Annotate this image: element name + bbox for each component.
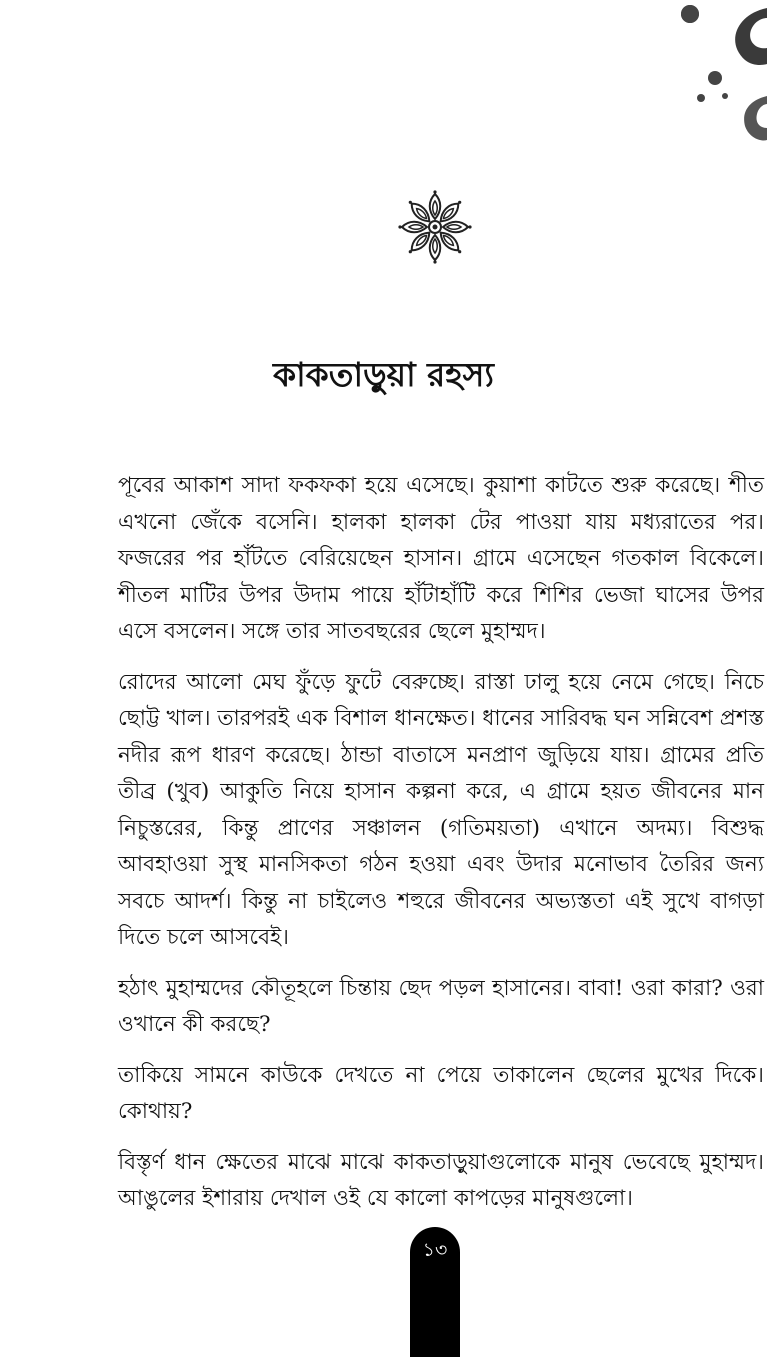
paragraph-5: বিস্তৃর্ণ ধান ক্ষেতের মাঝে মাঝে কাকতাড়ুয়াগুলোকে মানুষ ভেবেছে মুহাম্মদ। আঙুলের ইশারায় দেখাল ওই যে কালো কাপড়ের মানুষগুলো। xyxy=(118,1149,764,1211)
paragraph-4: তাকিয়ে সামনে কাউকে দেখতে না পেয়ে তাকালেন ছেলের মুখের দিকে। কোথায়? xyxy=(118,1062,764,1124)
page-number: ১৩ xyxy=(422,1239,448,1261)
paragraph-2: রোদের আলো মেঘ ফুঁড়ে ফুটে বেরুচ্ছে। রাস্তা ঢালু হয়ে নেমে গেছে। নিচে ছোট্ট খাল। তারপরই এক বিশাল ধানক্ষেত। ধানের সারিবদ্ধ ঘন সন্নিবেশ প্রশস্ত নদীর রূপ ধারণ করেছে। ঠান্ডা বাতাসে মনপ্রাণ জুড়িয়ে যায়। গ্রামের প্রতি তীব্র (খুব) আকুতি নিয়ে হাসান কল্পনা করে, এ গ্রামে হয়ত জীবনের মান নিচুস্তরের, কিন্তু প্রাণের সঞ্চালন (গতিময়তা) এখানে অদম্য। বিশুদ্ধ আবহাওয়া সুস্থ মানসিকতা গঠন হওয়া এবং উদার মনোভাব তৈরির জন্য সবচে আদর্শ। কিন্তু না চাইলেও শহুরে জীবনের অভ্যস্ততা এই সুখে বাগড়া দিতে চলে আসবেই। xyxy=(118,669,764,950)
paragraph-1: পূবের আকাশ সাদা ফকফকা হয়ে এসেছে। কুয়াশা কাটতে শুরু করেছে। শীত এখনো জেঁকে বসেনি। হালকা হালকা টের পাওয়া যায় মধ্যরাতের পর। ফজরের পর হাঁটতে বেরিয়েছেন হাসান। গ্রামে এসেছেন গতকাল বিকেলে। শীতল মাটির উপর উদাম পায়ে হাঁটাহাঁটি করে শিশির ভেজা ঘাসের উপর এসে বসলেন। সঙ্গে তার সাতবছরের ছেলে মুহাম্মদ। xyxy=(118,473,764,644)
flower-ornament xyxy=(398,190,472,264)
paragraph-3: হঠাৎ মুহাম্মদের কৌতূহলে চিন্তায় ছেদ পড়ল হাসানের। বাবা! ওরা কারা? ওরা ওখানে কী করছে? xyxy=(118,975,764,1037)
chapter-title: কাকতাড়ুয়া রহস্য xyxy=(273,355,494,394)
chapter-body xyxy=(118,468,764,1232)
corner-swirl-ornament xyxy=(667,0,767,150)
